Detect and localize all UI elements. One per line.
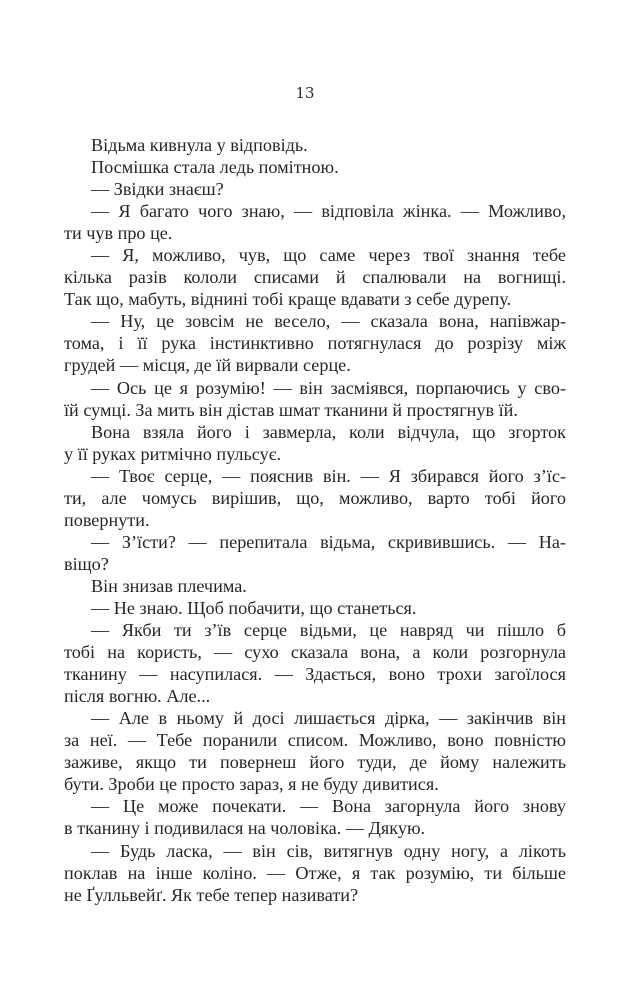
text-line: тома, і її рука інстинктивно потягнулася до розрізу між — [64, 333, 566, 354]
text-line: — Я багато чого знаю, — відповіла жінка. — Можливо, — [91, 201, 566, 222]
text-line: грудей — місця, де їй вирвали серце. — [64, 355, 351, 376]
text-line: Відьма кивнула у відповідь. — [91, 135, 308, 155]
text-line: заживе, якщо ти повернеш його туди, де йому належить — [64, 752, 566, 773]
text-line: за неї. — Тебе поранили списом. Можливо, воно повністю — [64, 730, 566, 751]
text-line: — Це може почекати. — Вона загорнула його знову — [91, 796, 566, 817]
text-line: поклав на інше коліно. — Отже, я так розумію, ти більше — [64, 862, 566, 883]
text-line: кілька разів кололи списами й спалювали на вогнищі. — [64, 267, 566, 288]
paragraph — [64, 575, 566, 597]
text-line: — Твоє серце, — пояснив він. — Я збирався його з’їс- — [91, 465, 566, 486]
text-line: — Але в ньому й досі лишається дірка, — закінчив він — [91, 708, 566, 729]
body-text — [64, 134, 566, 906]
text-line: їй сумці. За мить він дістав шмат тканини й простягнув їй. — [64, 399, 518, 420]
text-line: — Ось це я розумію! — він засміявся, порпаючись у сво- — [91, 377, 566, 398]
text-line: ти, але чомусь вирішив, що, можливо, варто тобі його — [64, 487, 566, 508]
text-line: — З’їсти? — перепитала відьма, скривившись. — На- — [91, 531, 566, 552]
text-line: тканину — насупилася. — Здається, воно трохи загоїлося — [64, 664, 566, 685]
page-number: 13 — [295, 84, 315, 102]
paragraph — [64, 244, 566, 310]
text-line: — Будь ласка, — він сів, витягнув одну ногу, а лікоть — [91, 840, 566, 861]
paragraph — [64, 421, 566, 465]
paragraph — [64, 531, 566, 575]
text-line: — Я, можливо, чув, що саме через твої знання тебе — [91, 245, 566, 266]
text-line: Так що, мабуть, віднині тобі краще вдавати з себе дурепу. — [64, 289, 512, 310]
text-line: після вогню. Але... — [64, 686, 211, 707]
paragraph — [64, 178, 566, 200]
text-line: віщо? — [64, 553, 109, 574]
paragraph — [64, 707, 566, 795]
text-line: — Ну, це зовсім не весело, — сказала вона, напівжар- — [91, 311, 566, 332]
paragraph — [64, 200, 566, 244]
text-line: ти чув про це. — [64, 223, 173, 244]
paragraph — [64, 619, 566, 707]
paragraph — [64, 597, 566, 619]
paragraph — [64, 465, 566, 531]
text-line: в тканину і подивилася на чоловіка. — Дякую. — [64, 818, 426, 839]
text-line: у її руках ритмічно пульсує. — [64, 443, 282, 464]
text-line: Посмішка стала ледь помітною. — [91, 157, 339, 178]
text-line: Вона взяла його і завмерла, коли відчула, що згорток — [91, 421, 566, 442]
text-line: — Звідки знаєш? — [91, 179, 224, 200]
text-line: бути. Зроби це просто зараз, я не буду дивитися. — [64, 774, 439, 795]
text-line: Він знизав плечима. — [91, 575, 247, 596]
text-line: повернути. — [64, 509, 150, 530]
paragraph — [64, 156, 566, 178]
text-line: тобі на користь, — сухо сказала вона, а коли розгорнула — [64, 642, 566, 663]
paragraph — [64, 795, 566, 839]
text-line: не Ґулльвейґ. Як тебе тепер називати? — [64, 884, 359, 905]
paragraph — [64, 134, 566, 156]
paragraph — [64, 840, 566, 906]
paragraph — [64, 310, 566, 376]
text-line: — Якби ти з’їв серце відьми, це навряд чи пішло б — [91, 620, 566, 641]
text-line: — Не знаю. Щоб побачити, що станеться. — [91, 597, 417, 618]
paragraph — [64, 377, 566, 421]
